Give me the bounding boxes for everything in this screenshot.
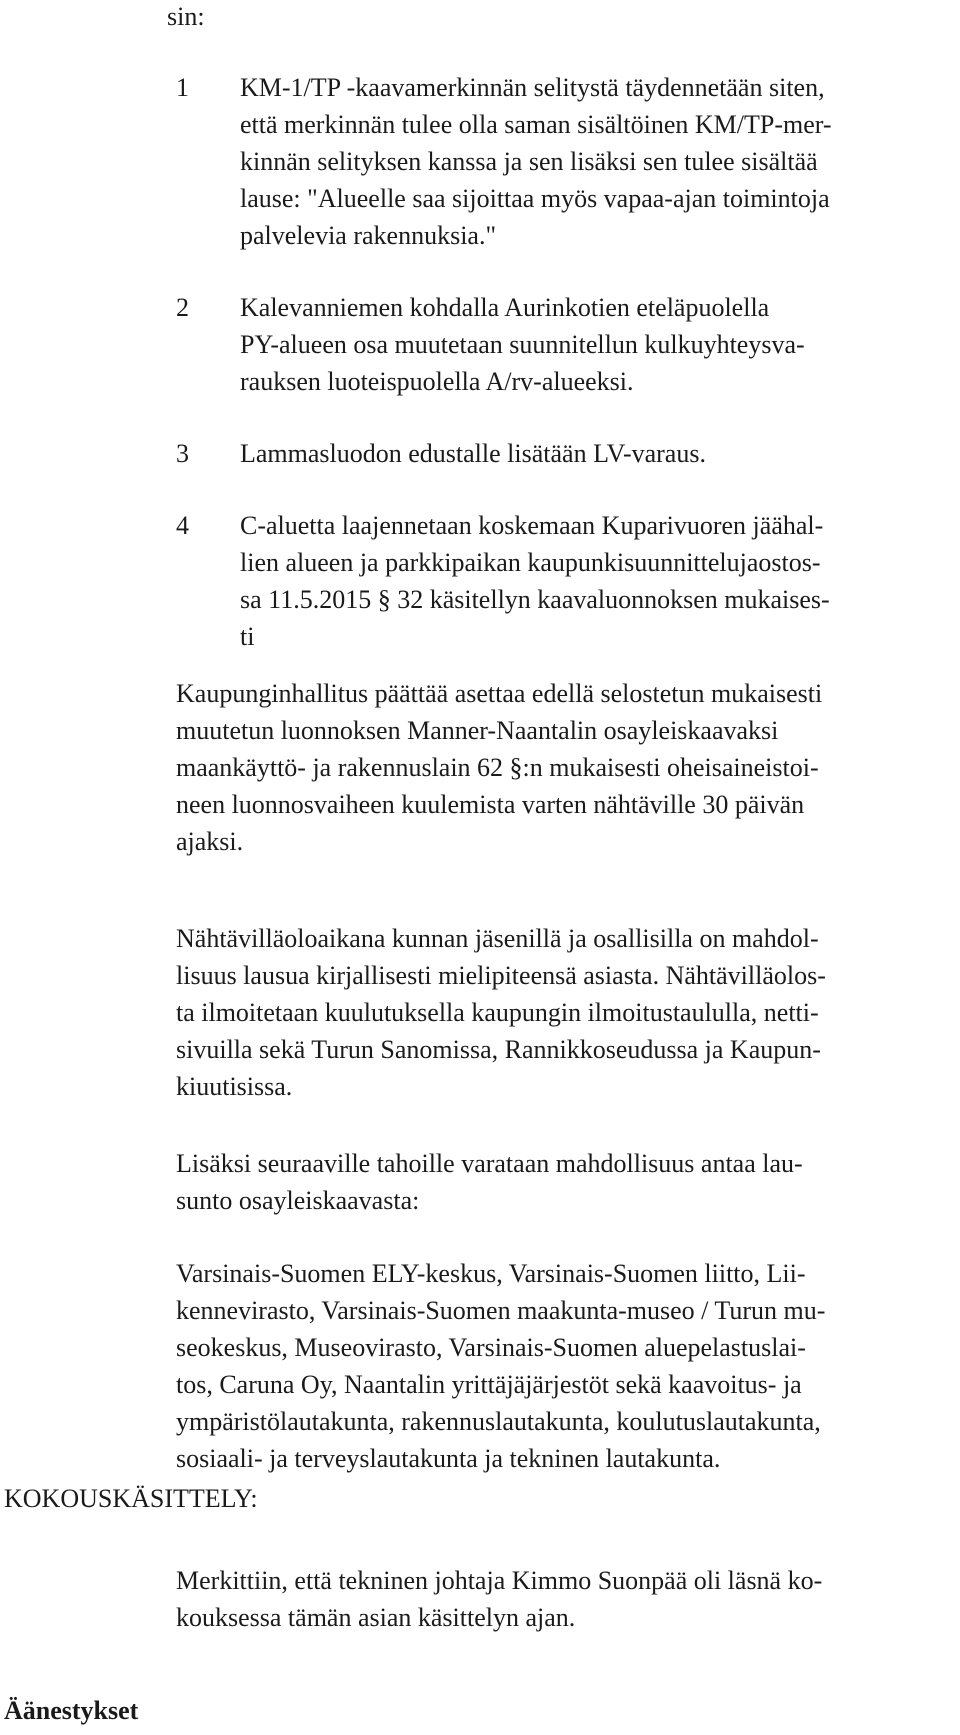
display-period-paragraph: Nähtävilläoloaikana kunnan jäsenillä ja osallisilla on mahdol- lisuus lausua kirjallisesti mielipiteensä asiasta. Nähtävilläolos- ta ilmoitetaan kuulutuksella kaupungin ilmoitustaululla, netti- sivuilla sekä Turun Sanomissa, Rannikkoseudussa ja Kaupun- kiuutisissa. bbox=[176, 924, 826, 1101]
list-item bbox=[176, 435, 946, 472]
votes-label: Äänestykset bbox=[4, 1696, 139, 1725]
heading-fragment: sin: bbox=[167, 2, 205, 31]
list-item-number: 2 bbox=[176, 293, 189, 322]
list-item-text: Kalevanniemen kohdalla Aurinkotien eteläpuolella PY-alueen osa muutetaan suunnitellun kulkuyhteysva- rauksen luoteispuolella A/rv-alueeksi. bbox=[240, 293, 805, 396]
decision-paragraph: Kaupunginhallitus päättää asettaa edellä selostetun mukaisesti muutetun luonnoksen Manner-Naantalin osayleiskaavaksi maankäyttö- ja rakennuslain 62 §:n mukaisesti oheisaineistoi- neen luonnosvaiheen kuulemista varten nähtäville 30 päivän ajaksi. bbox=[176, 679, 823, 856]
list-item-number: 4 bbox=[176, 511, 189, 540]
list-item bbox=[176, 69, 946, 254]
list-item bbox=[176, 507, 946, 655]
statement-request-paragraph: Lisäksi seuraaville tahoille varataan mahdollisuus antaa lau- sunto osayleiskaavasta: bbox=[176, 1149, 803, 1215]
recipients-paragraph: Varsinais-Suomen ELY-keskus, Varsinais-Suomen liitto, Lii- kennevirasto, Varsinais-Suomen maakunta-museo / Turun mu- seokeskus, Museovirasto, Varsinais-Suomen aluepelastuslai- tos, Caruna Oy, Naantalin yrittäjäjärjestöt sekä kaavoitus- ja ympäristölautakunta, rakennuslautakunta, koulutuslautakunta, sosiaali- ja terveyslautakunta ja tekninen lautakunta. bbox=[176, 1259, 826, 1473]
list-item bbox=[176, 289, 946, 400]
list-item-text: Lammasluodon edustalle lisätään LV-varaus. bbox=[240, 439, 706, 468]
meeting-text: Merkittiin, että tekninen johtaja Kimmo Suonpää oli läsnä ko- kouksessa tämän asian käsittelyn ajan. bbox=[176, 1566, 823, 1632]
list-item-text: C-aluetta laajennetaan koskemaan Kuparivuoren jäähal- lien alueen ja parkkipaikan kaupunkisuunnittelujaostos- sa 11.5.2015 § 32 käsitellyn kaavaluonnoksen mukaises- ti bbox=[240, 511, 830, 651]
list-item-number: 1 bbox=[176, 73, 189, 102]
amendment-list bbox=[176, 69, 946, 690]
list-item-number: 3 bbox=[176, 439, 189, 468]
meeting-label: KOKOUSKÄSITTELY: bbox=[4, 1484, 258, 1513]
list-item-text: KM-1/TP -kaavamerkinnän selitystä täydennetään siten, että merkinnän tulee olla saman sisältöinen KM/TP-mer- kinnän selityksen kanssa ja sen lisäksi sen tulee sisältää lause: "Alueelle saa sijoittaa myös vapaa-ajan toimintoja palvelevia rakennuksia." bbox=[240, 73, 832, 250]
